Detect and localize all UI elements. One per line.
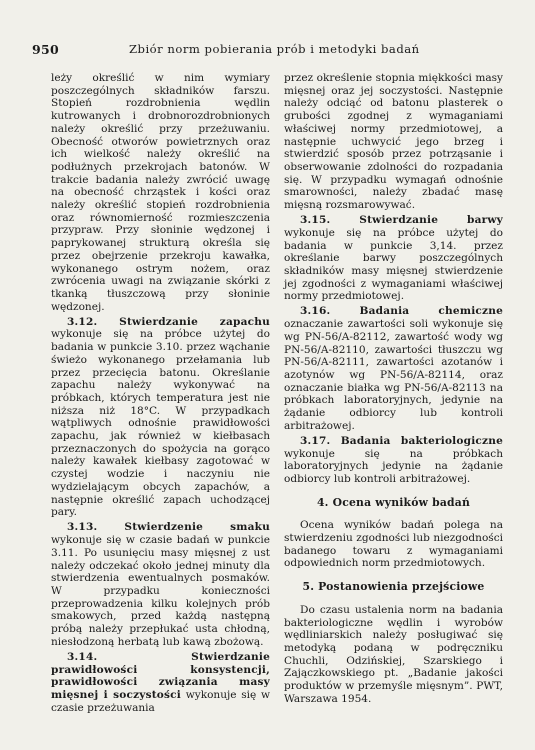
page-number: 950 [32, 42, 59, 57]
section-4-text: Ocena wyników badań polega na stwierdzeniu zgodności lub niezgodności badanego towaru z wymaganiami odpowiednich norm przedmiotowych. [284, 519, 503, 570]
section-5-text: Do czasu ustalenia norm na badania bakteriologiczne wędlin i wyrobów wędliniarskich należy posługiwać się metodyką podaną w podręczniku Chuchli, Odzińskiej, Szarskiego i Zajączkowskiego pt. „Badanie jakości produktów w przemyśle mięsnym”. PWT, Warszawa 1954. [284, 603, 503, 705]
paragraph-text: oznaczanie zawartości soli wykonuje się wg PN-56/A-82112, zawartość wody wg PN-56/A-82110, zawartości tłuszczu wg PN-56/A-82111, zawartości azotanów i azotynów wg PN-56/A-82114, oraz oznaczanie białka wg PN-56/A-82113 na próbkach laboratoryjnych, jedynie na żądanie odbiorcy lub kontroli arbitrażowej. [284, 318, 503, 432]
paragraph-3-13 [51, 521, 270, 648]
section-5-heading: 5. Postanowienia przejściowe [302, 580, 485, 594]
paragraph-text: wykonuje się na próbkach laboratoryjnych jedynie na żądanie odbiorcy lub kontroli arbitrażowej. [284, 447, 503, 485]
paragraph-3-16 [284, 305, 503, 432]
running-title: Zbiór norm pobierania prób i metodyki badań [129, 42, 420, 56]
paragraph-text: wykonuje się na próbce użytej do badania w punkcie 3,14. przez określanie barwy poszczególnych składników masy mięsnej stwierdzenie jej zgodności z wymaganiami właściwej normy przedmiotowej. [284, 226, 503, 303]
paragraph-3-17 [284, 435, 503, 486]
paragraph-text: wykonuje się w czasie badań w punkcie 3.11. Po usunięciu masy mięsnej z ust należy odczekać około jednej minuty dla stwierdzenia ewentualnych posmaków. W przypadku konieczności przeprowadzenia kilku kolejnych prób smakowych, przed każdą następną próbą należy przepłukać usta chłodną, niesłodzoną herbatą lub kawą zbożową. [51, 534, 270, 648]
paragraph-3-14 [51, 651, 270, 715]
section-4-heading: 4. Ocena wyników badań [316, 495, 471, 509]
page-header [32, 42, 503, 60]
heading-3-17: 3.17. Badania bakteriologiczne [300, 434, 503, 447]
paragraph-text: wykonuje się na próbce użytej do badania w punkcie 3.10. przez wąchanie świeżo wykonanego przełamania lub przez przecięcia batonu. Określanie zapachu należy wykonywać na próbkach, których temperatura jest nie niższa niż 18°C. W przypadkach wątpliwych odnośnie prawidłowości zapachu, jak również w kiełbasach przeznaczonych do spożycia na gorąco należy kawałek kiełbasy zagotować w czystej wodzie i naczyniu nie wydzielającym obcych zapachów, a następnie określić zapach uchodzącej pary. [51, 328, 270, 519]
right-column [284, 72, 503, 708]
paragraph-3-12 [51, 316, 270, 519]
heading-3-16: 3.16. Badania chemiczne [300, 305, 503, 318]
paragraph-text: wykonuje się w czasie przeżuwania [51, 688, 271, 714]
heading-3-15: 3.15. Stwierdzanie barwy [300, 214, 503, 227]
heading-3-14: 3.14. Stwierdzanie prawidłowości konsystencji, prawidłowości związania masy mięsnej i soczystości [51, 650, 270, 701]
paragraph-continued: leży określić w nim wymiary poszczególnych składników farszu. Stopień rozdrobnienia wędlin kutrowanych i drobnorozdrobnionych należy określić przy przeżuwaniu. Obecność otworów powietrznych oraz ich wielkość należy określić na podłużnych przekrojach batonów. W trakcie badania należy zwrócić uwagę na obecność chrząstek i kości oraz należy określić stopień rozdrobnienia oraz równomierność rozmieszczenia przypraw. Przy słoninie wędzonej i paprykowanej strukturą określa się przez obejrzenie przekroju kawałka, wykonanego ostrym nożem, oraz zwrócenia uwagi na związanie skórki z tkanką tłuszczową przy słoninie wędzonej. [51, 72, 270, 313]
paragraph-continued: przez określenie stopnia miękkości masy mięsnej oraz jej soczystości. Następnie należy odciąć od batonu plasterek o grubości zgodnej z wymaganiami właściwej normy przedmiotowej, a następnie uchwycić jego brzeg i stwierdzić sposób przez potrząsanie i obserwowanie zdolności do rozpadania się. W przypadku wymagań odnośnie smarowności, należy zbadać masę mięsną rozsmarowywać. [284, 72, 503, 212]
heading-3-13: 3.13. Stwierdzenie smaku [67, 521, 270, 534]
left-column [51, 72, 270, 717]
heading-3-12: 3.12. Stwierdzanie zapachu [67, 315, 270, 328]
paragraph-3-15 [284, 214, 503, 303]
